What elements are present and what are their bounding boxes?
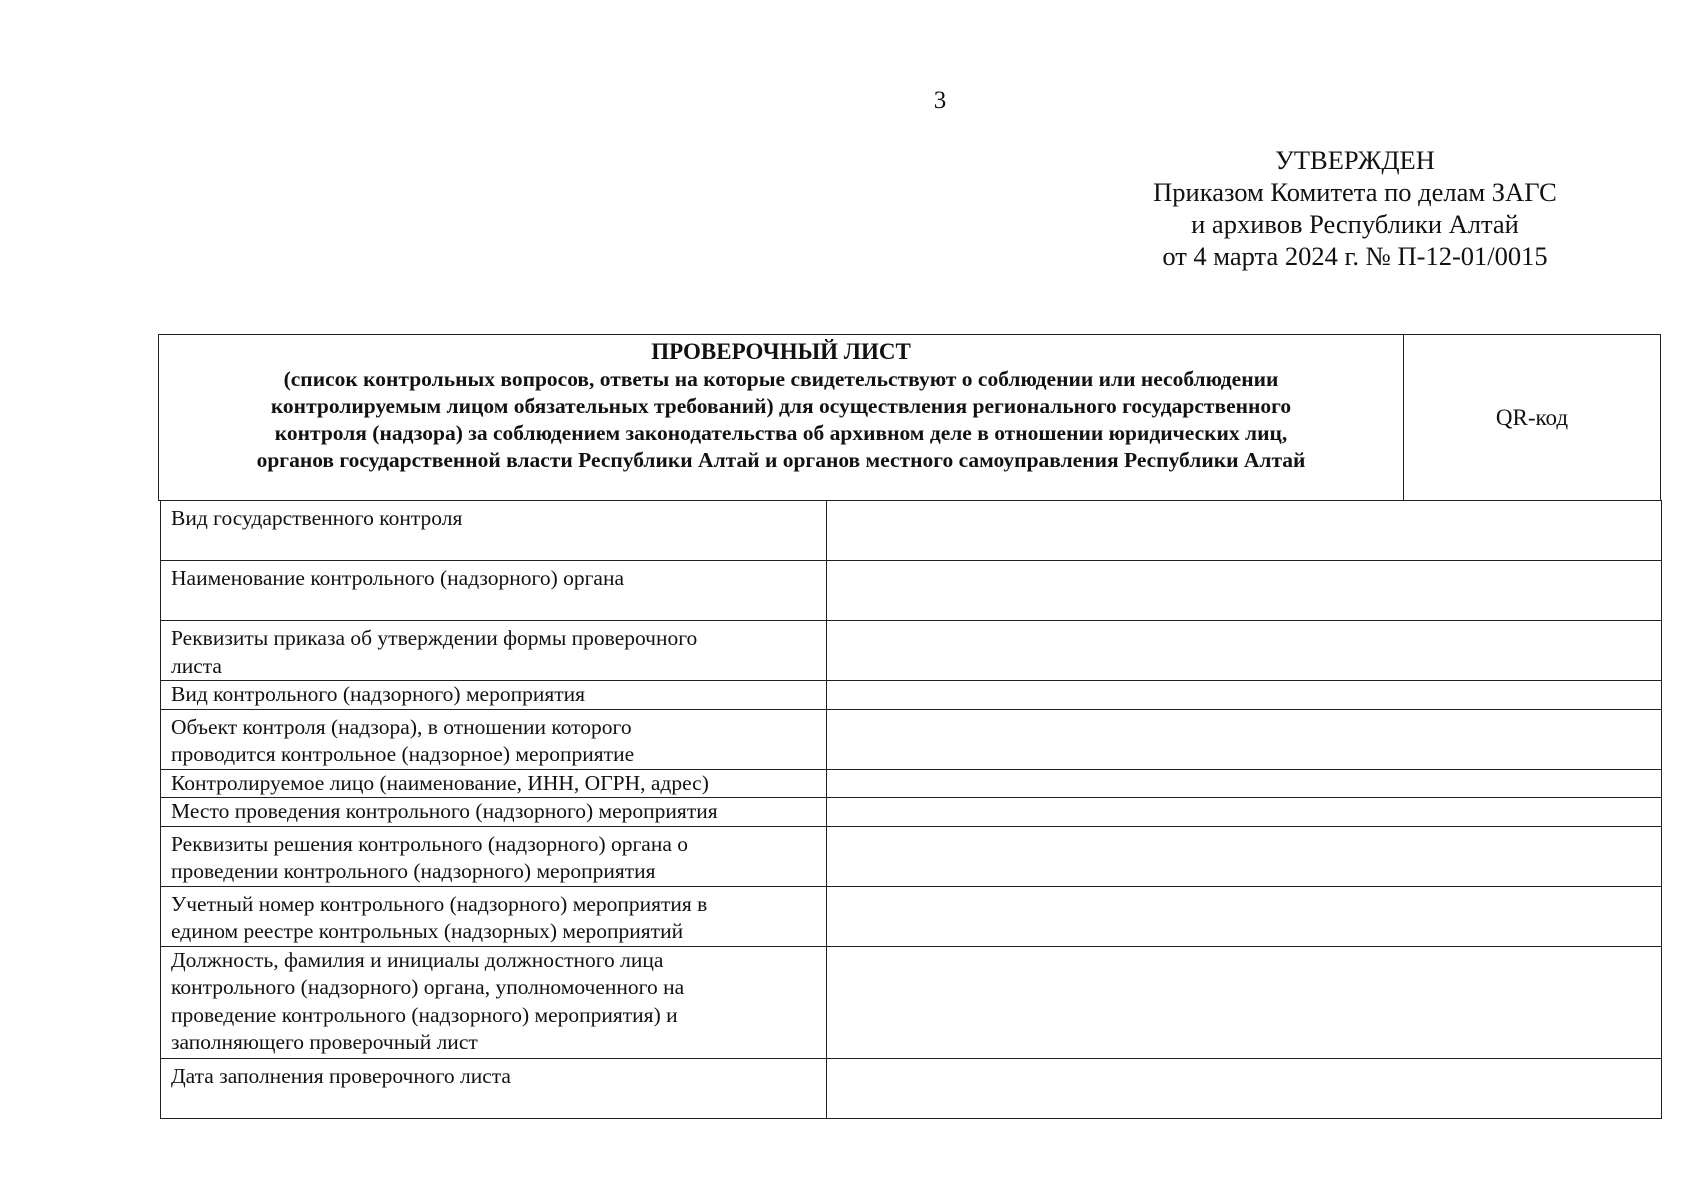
qr-code-cell — [1404, 335, 1660, 500]
checklist-header — [158, 334, 1661, 501]
row-label: Реквизиты решения контрольного (надзорного) органа о проведении контрольного (надзорного) мероприятия — [171, 831, 689, 883]
checklist-subtitle-line: контролируемым лицом обязательных требований) для осуществления регионального государственного — [270, 394, 1292, 418]
row-label: Объект контроля (надзора), в отношении которого проводится контрольное (надзорное) мероприятие — [171, 714, 635, 766]
table-row — [161, 798, 1662, 827]
table-row — [161, 681, 1662, 710]
checklist-subtitle-line: органов государственной власти Республики Алтай и органов местного самоуправления Республики Алтай — [256, 448, 1306, 472]
qr-code-label: QR-код — [1495, 404, 1569, 430]
row-label-cell — [161, 826, 827, 886]
row-label-cell — [161, 886, 827, 946]
approval-line: от 4 марта 2024 г. № П-12-01/0015 — [1162, 241, 1548, 271]
row-label: Место проведения контрольного (надзорного) мероприятия — [171, 799, 718, 823]
row-label: Наименование контрольного (надзорного) органа — [171, 566, 625, 590]
checklist-form-table — [160, 500, 1662, 1119]
row-label-cell — [161, 946, 827, 1058]
row-label-cell — [161, 621, 827, 681]
table-row — [161, 886, 1662, 946]
checklist-title-cell — [159, 335, 1404, 500]
row-value-cell[interactable] — [827, 946, 1662, 1058]
row-label-cell — [161, 501, 827, 561]
approval-block — [1100, 144, 1610, 272]
table-row — [161, 709, 1662, 769]
row-label: Должность, фамилия и инициалы должностного лица контрольного (надзорного) органа, уполномоченного на проведение контрольного (надзорного) мероприятия) и заполняющего проверочный лист — [171, 947, 685, 1054]
row-label: Реквизиты приказа об утверждении формы проверочного листа — [171, 626, 698, 678]
table-row — [161, 1058, 1662, 1118]
row-value-cell[interactable] — [827, 886, 1662, 946]
table-row — [161, 621, 1662, 681]
checklist-subtitle-line: контроля (надзора) за соблюдением законодательства об архивном деле в отношении юридических лиц, — [274, 421, 1288, 445]
row-value-cell[interactable] — [827, 621, 1662, 681]
row-value-cell[interactable] — [827, 1058, 1662, 1118]
table-row — [161, 946, 1662, 1058]
row-label: Вид государственного контроля — [171, 506, 463, 530]
row-value-cell[interactable] — [827, 709, 1662, 769]
table-row — [161, 826, 1662, 886]
row-value-cell[interactable] — [827, 501, 1662, 561]
row-label-cell — [161, 709, 827, 769]
approval-line: Приказом Комитета по делам ЗАГС — [1153, 177, 1557, 207]
checklist-subtitle-line: (список контрольных вопросов, ответы на которые свидетельствуют о соблюдении или несоблюдении — [283, 367, 1279, 391]
row-label-cell — [161, 769, 827, 798]
row-label: Контролируемое лицо (наименование, ИНН, ОГРН, адрес) — [171, 770, 709, 795]
row-value-cell[interactable] — [827, 561, 1662, 621]
row-label: Учетный номер контрольного (надзорного) мероприятия в едином реестре контрольных (надзорных) мероприятий — [171, 891, 708, 943]
table-row — [161, 769, 1662, 798]
row-label-cell — [161, 798, 827, 827]
row-label-cell — [161, 1058, 827, 1118]
table-row — [161, 501, 1662, 561]
row-label: Вид контрольного (надзорного) мероприятия — [171, 682, 586, 706]
row-label-cell — [161, 681, 827, 710]
approval-line: и архивов Республики Алтай — [1191, 209, 1519, 239]
row-value-cell[interactable] — [827, 798, 1662, 827]
row-label: Дата заполнения проверочного листа — [171, 1063, 511, 1088]
page-number: 3 — [933, 87, 947, 114]
table-row — [161, 561, 1662, 621]
checklist-title: ПРОВЕРОЧНЫЙ ЛИСТ — [651, 339, 911, 364]
row-value-cell[interactable] — [827, 826, 1662, 886]
row-value-cell[interactable] — [827, 769, 1662, 798]
row-label-cell — [161, 561, 827, 621]
row-value-cell[interactable] — [827, 681, 1662, 710]
approval-line: УТВЕРЖДЕН — [1275, 145, 1435, 175]
